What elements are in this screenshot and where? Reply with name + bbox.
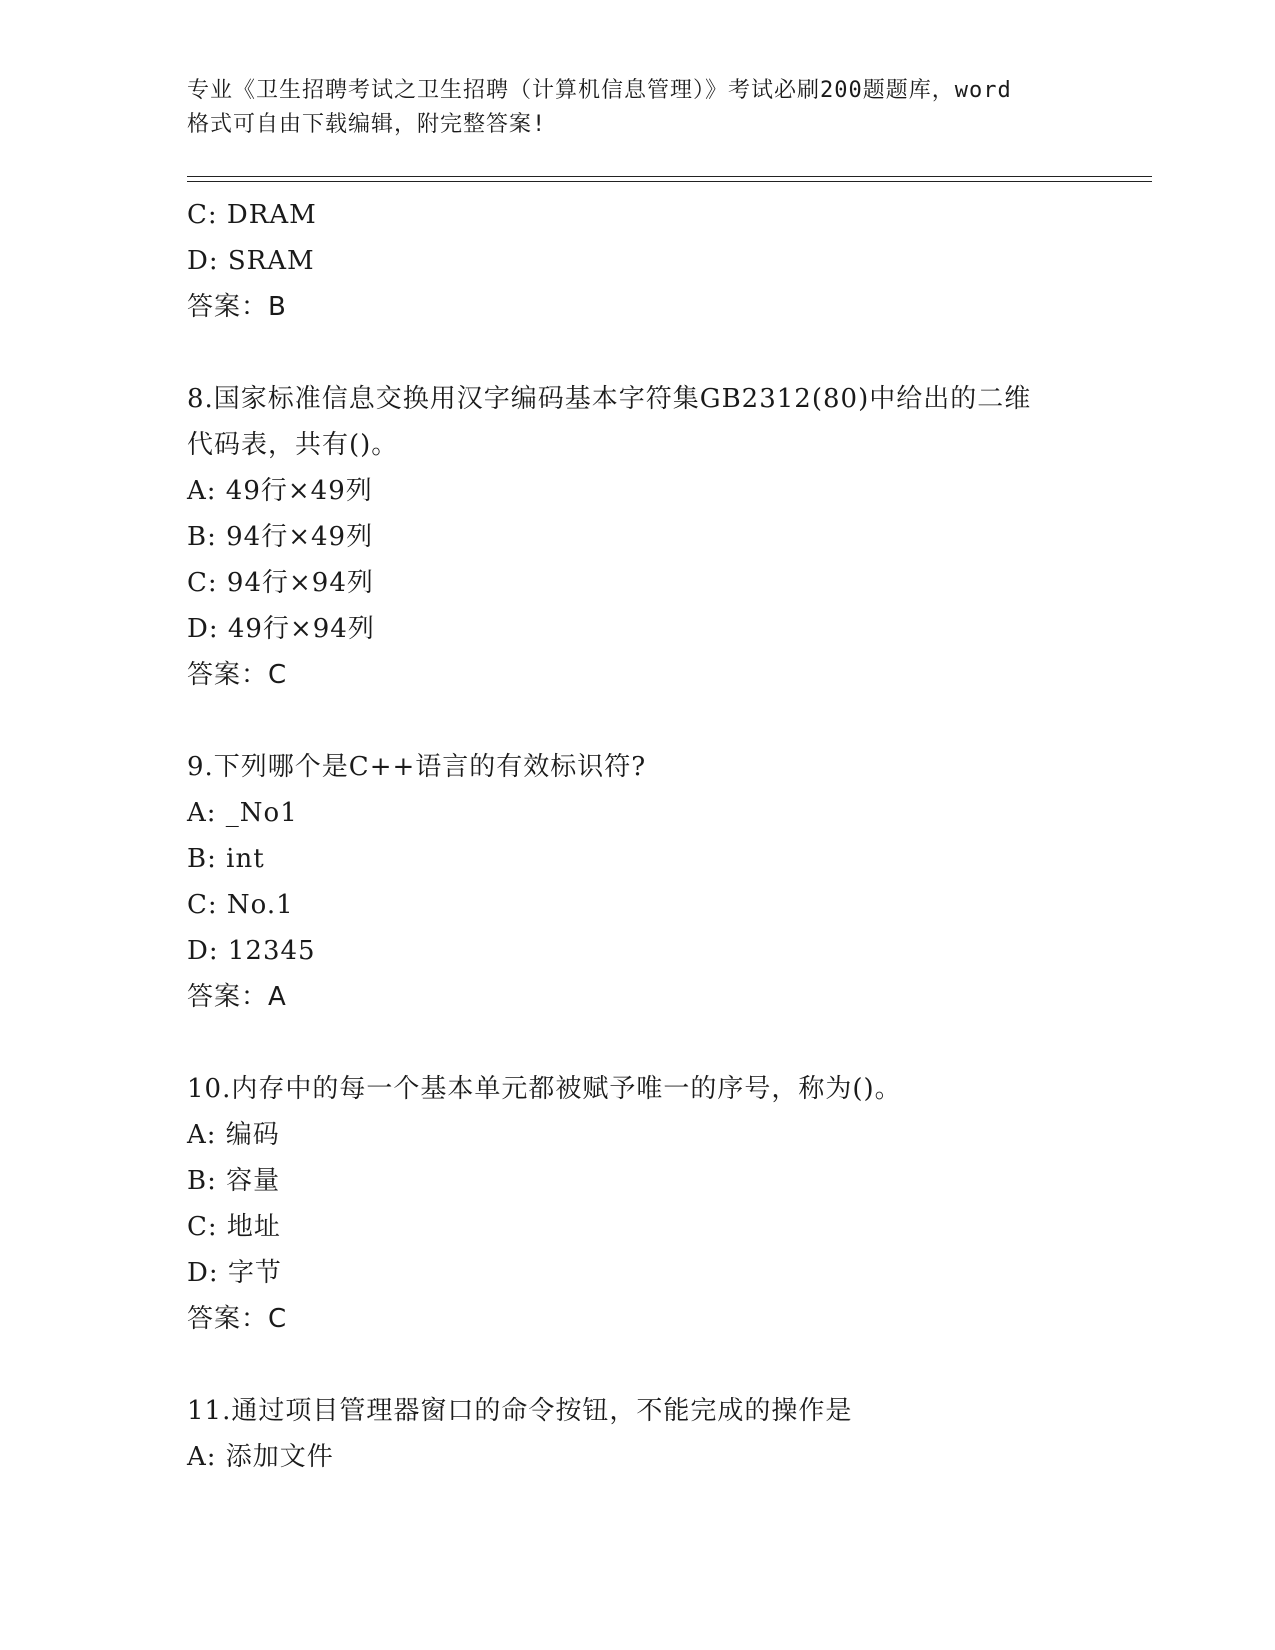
question-10 xyxy=(187,1066,1147,1342)
option-a: A: 添加文件 xyxy=(187,1442,334,1472)
option-b: B: int xyxy=(187,844,265,874)
option-d: D: 49行×94列 xyxy=(187,614,375,644)
question-stem: 10.内存中的每一个基本单元都被赋予唯一的序号，称为()。 xyxy=(187,1074,902,1104)
header-line-2: 格式可自由下载编辑，附完整答案! xyxy=(187,112,547,137)
option-b: B: 容量 xyxy=(187,1166,281,1196)
answer-line: 答案：B xyxy=(187,292,287,322)
question-stem-continued: 代码表，共有()。 xyxy=(187,430,399,460)
document-header xyxy=(187,74,1087,142)
option-c: C: 94行×94列 xyxy=(187,568,374,598)
option-b: B: 94行×49列 xyxy=(187,522,374,552)
option-a: A: 编码 xyxy=(187,1120,280,1150)
option-a: A: _No1 xyxy=(187,798,298,828)
question-stem: 11.通过项目管理器窗口的命令按钮，不能完成的操作是 xyxy=(187,1396,853,1426)
header-line-1: 专业《卫生招聘考试之卫生招聘（计算机信息管理）》考试必刷200题题库，word xyxy=(187,78,1012,103)
option-d: D: 12345 xyxy=(187,936,316,966)
spacer xyxy=(187,1342,1147,1388)
option-c: C: 地址 xyxy=(187,1212,281,1242)
spacer xyxy=(187,330,1147,376)
question-11 xyxy=(187,1388,1147,1480)
question-7 xyxy=(187,192,1147,330)
option-d: D: 字节 xyxy=(187,1258,282,1288)
answer-line: 答案：C xyxy=(187,660,288,690)
option-d: D: SRAM xyxy=(187,246,315,276)
option-c: C: DRAM xyxy=(187,200,317,230)
spacer xyxy=(187,698,1147,744)
question-stem: 9.下列哪个是C++语言的有效标识符? xyxy=(187,752,647,782)
question-9 xyxy=(187,744,1147,1020)
question-8 xyxy=(187,376,1147,698)
header-divider xyxy=(187,176,1152,182)
option-a: A: 49行×49列 xyxy=(187,476,373,506)
spacer xyxy=(187,1020,1147,1066)
answer-line: 答案：A xyxy=(187,982,287,1012)
option-c: C: No.1 xyxy=(187,890,294,920)
question-list xyxy=(187,192,1147,1480)
question-stem: 8.国家标准信息交换用汉字编码基本字符集GB2312(80)中给出的二维 xyxy=(187,384,1032,414)
answer-line: 答案：C xyxy=(187,1304,288,1334)
